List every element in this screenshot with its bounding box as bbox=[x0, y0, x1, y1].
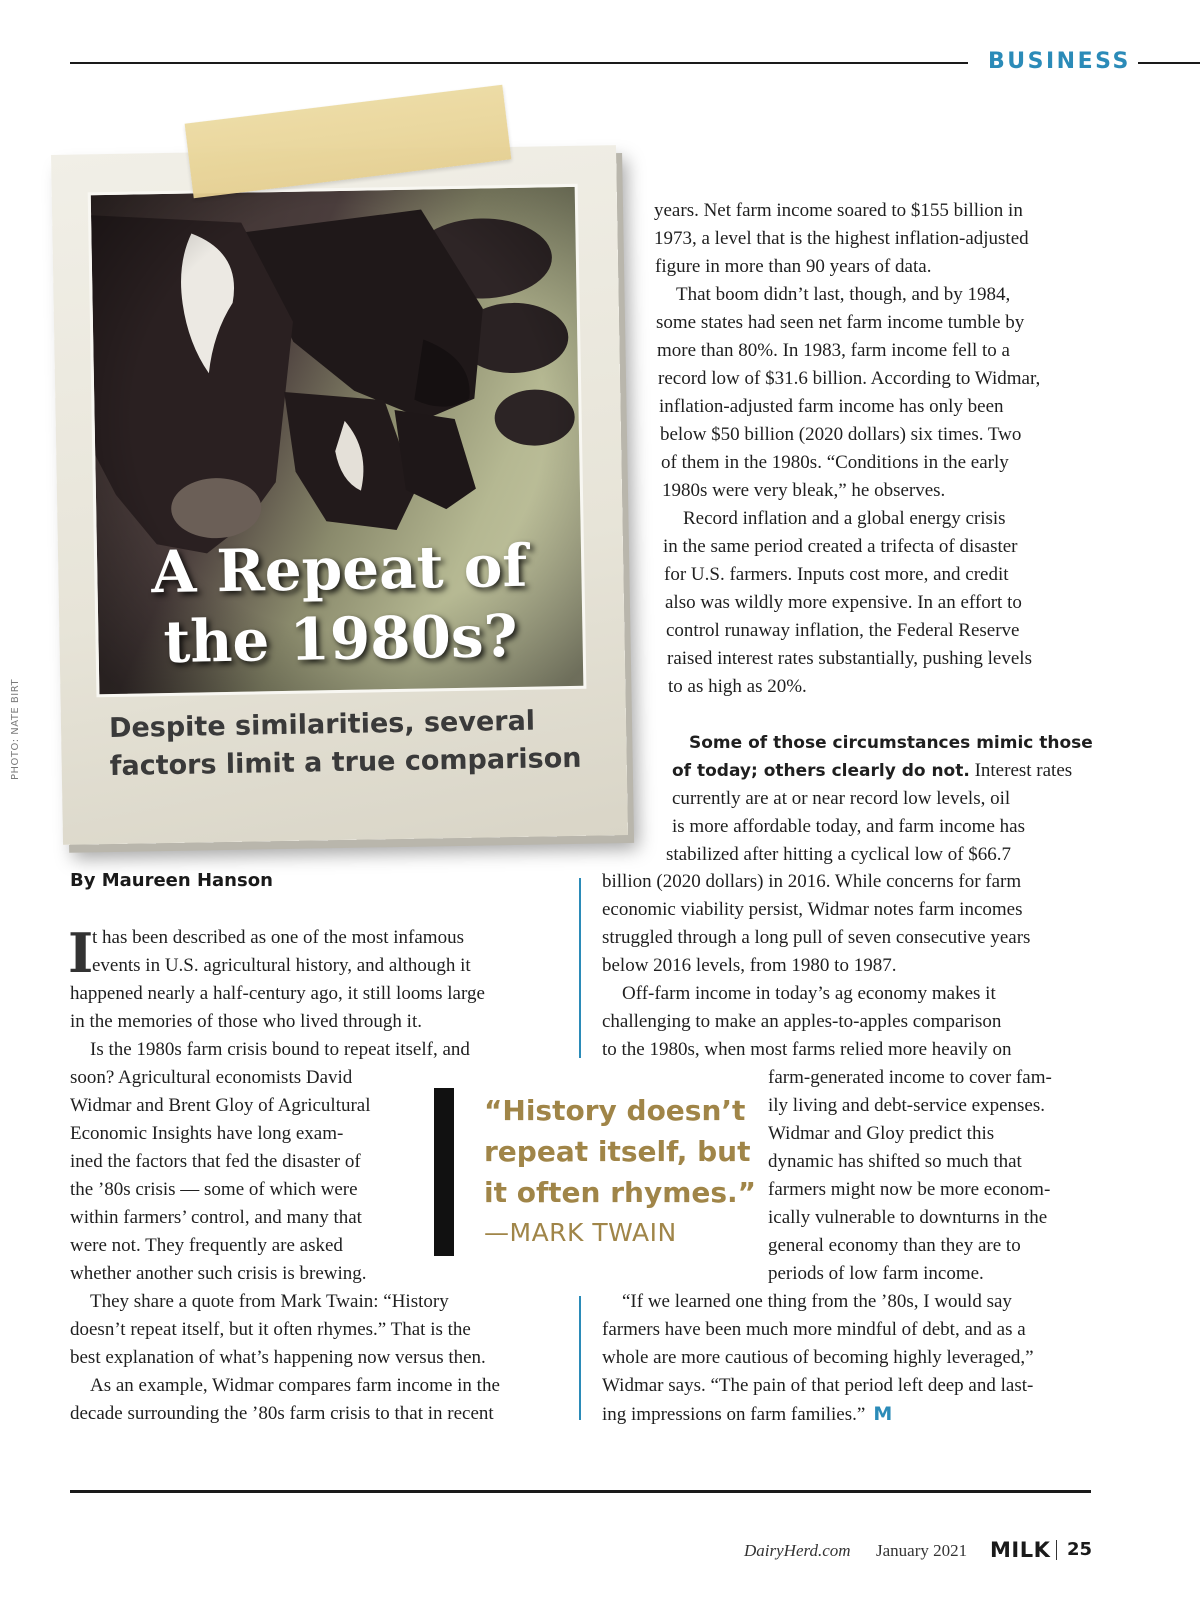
text-line: challenging to make an apples-to-apples comparison bbox=[602, 1011, 1002, 1032]
text-line: farmers have been much more mindful of debt, and as a bbox=[602, 1319, 1026, 1340]
text-line: As an example, Widmar compares farm income in the bbox=[90, 1375, 500, 1396]
text-line: Economic Insights have long exam- bbox=[70, 1123, 344, 1144]
text-line: decade surrounding the ’80s farm crisis to that in recent bbox=[70, 1403, 494, 1424]
header-rule-right bbox=[1138, 62, 1200, 64]
lead-in-bold: Some of those circumstances mimic those bbox=[689, 733, 1093, 753]
header-rule-left bbox=[70, 62, 968, 64]
left-column-opening bbox=[92, 924, 471, 980]
text-line: events in U.S. agricultural history, and although it bbox=[92, 955, 471, 976]
section-label: BUSINESS bbox=[988, 49, 1131, 74]
right-column-body bbox=[602, 868, 1030, 1064]
text-line: 1973, a level that is the highest inflation-adjusted bbox=[654, 228, 1029, 249]
column-rule-bottom bbox=[579, 1296, 581, 1420]
deck-line-1: Despite similarities, several bbox=[108, 705, 536, 745]
text-line: ically vulnerable to downturns in the bbox=[768, 1207, 1048, 1228]
text-line: They share a quote from Mark Twain: “History bbox=[90, 1291, 449, 1312]
right-column-closing bbox=[602, 1288, 1034, 1429]
text-line: general economy than they are to bbox=[768, 1235, 1021, 1256]
text-line: Is the 1980s farm crisis bound to repeat itself, and bbox=[90, 1039, 470, 1060]
magazine-logo: MILK bbox=[990, 1538, 1051, 1562]
text-line: That boom didn’t last, though, and by 1984, bbox=[676, 284, 1011, 305]
text-run: Interest rates bbox=[969, 760, 1073, 781]
headline-line-1: A Repeat of bbox=[150, 531, 528, 607]
text-line: ined the factors that fed the disaster of bbox=[70, 1151, 361, 1172]
text-line: ily living and debt-service expenses. bbox=[768, 1095, 1046, 1116]
footer-site: DairyHerd.com bbox=[744, 1541, 851, 1560]
cows-photo bbox=[88, 184, 587, 697]
text-line: billion (2020 dollars) in 2016. While concerns for farm bbox=[602, 871, 1022, 892]
text-line: record low of $31.6 billion. According to Widmar, bbox=[658, 368, 1041, 389]
text-line: raised interest rates substantially, pushing levels bbox=[667, 648, 1032, 669]
pull-quote-bar bbox=[434, 1088, 454, 1256]
text-line bbox=[672, 760, 1072, 782]
end-mark-icon: M bbox=[873, 1403, 893, 1425]
text-line bbox=[602, 1400, 1034, 1429]
text-line: stabilized after hitting a cyclical low of $66.7 bbox=[666, 844, 1012, 865]
headline-line-2: the 1980s? bbox=[162, 601, 519, 677]
text-line: also was wildly more expensive. In an effort to bbox=[665, 592, 1022, 613]
text-line: of them in the 1980s. “Conditions in the early bbox=[661, 452, 1009, 473]
text-line: inflation-adjusted farm income has only been bbox=[659, 396, 1004, 417]
text-line: in the same period created a trifecta of disaster bbox=[663, 536, 1018, 557]
text-line: t has been described as one of the most infamous bbox=[92, 927, 464, 948]
text-line: “If we learned one thing from the ’80s, I would say bbox=[622, 1291, 1012, 1312]
text-line: struggled through a long pull of seven consecutive years bbox=[602, 927, 1031, 948]
text-line: some states had seen net farm income tumble by bbox=[656, 312, 1025, 333]
deck-line-2: factors limit a true comparison bbox=[109, 742, 582, 783]
text-line: Off-farm income in today’s ag economy makes it bbox=[622, 983, 996, 1004]
text-line: below 2016 levels, from 1980 to 1987. bbox=[602, 955, 897, 976]
footer-date: January 2021 bbox=[876, 1541, 968, 1560]
text-line: Record inflation and a global energy crisis bbox=[683, 508, 1006, 529]
text-line-bold bbox=[689, 732, 1093, 754]
text-line: best explanation of what’s happening now versus then. bbox=[70, 1347, 486, 1368]
text-line: soon? Agricultural economists David bbox=[70, 1067, 353, 1088]
text-run: ing impressions on farm families.” bbox=[602, 1404, 866, 1425]
text-line: doesn’t repeat itself, but it often rhymes.” That is the bbox=[70, 1319, 471, 1340]
text-line: farmers might now be more econom- bbox=[768, 1179, 1051, 1200]
text-line: dynamic has shifted so much that bbox=[768, 1151, 1022, 1172]
text-line: below $50 billion (2020 dollars) six times. Two bbox=[660, 424, 1022, 445]
text-line: Widmar and Brent Gloy of Agricultural bbox=[70, 1095, 371, 1116]
pull-quote-attribution: —MARK TWAIN bbox=[484, 1218, 677, 1247]
text-line: farm-generated income to cover fam- bbox=[768, 1067, 1052, 1088]
footer-rule bbox=[70, 1490, 1091, 1493]
photo-credit: PHOTO: NATE BIRT bbox=[10, 678, 21, 780]
pull-quote-line: “History doesn’t bbox=[484, 1094, 746, 1127]
pull-quote bbox=[484, 1090, 756, 1213]
photo-card bbox=[51, 145, 628, 845]
pull-quote-line: it often rhymes.” bbox=[484, 1176, 757, 1209]
column-rule-top bbox=[579, 878, 581, 1058]
text-line: happened nearly a half-century ago, it still looms large bbox=[70, 983, 485, 1004]
text-line: economic viability persist, Widmar notes farm incomes bbox=[602, 899, 1023, 920]
text-line: in the memories of those who lived through it. bbox=[70, 1011, 422, 1032]
text-line: Widmar says. “The pain of that period left deep and last- bbox=[602, 1375, 1034, 1396]
text-line: years. Net farm income soared to $155 billion in bbox=[654, 200, 1023, 221]
text-line: 1980s were very bleak,” he observes. bbox=[662, 480, 946, 501]
text-line: more than 80%. In 1983, farm income fell to a bbox=[657, 340, 1010, 361]
deck-subtitle bbox=[109, 701, 610, 786]
drop-cap: I bbox=[68, 921, 94, 985]
footer-separator bbox=[1056, 1540, 1057, 1560]
text-line: were not. They frequently are asked bbox=[70, 1235, 343, 1256]
text-line: within farmers’ control, and many that bbox=[70, 1207, 362, 1228]
page-number: 25 bbox=[1067, 1539, 1093, 1560]
text-line: control runaway inflation, the Federal Reserve bbox=[666, 620, 1020, 641]
text-line: Widmar and Gloy predict this bbox=[768, 1123, 995, 1144]
text-line: whole are more cautious of becoming highly leveraged,” bbox=[602, 1347, 1034, 1368]
text-line: figure in more than 90 years of data. bbox=[655, 256, 932, 277]
byline: By Maureen Hanson bbox=[70, 870, 273, 891]
lead-in-bold: of today; others clearly do not. bbox=[672, 761, 970, 781]
text-line: whether another such crisis is brewing. bbox=[70, 1263, 367, 1284]
text-line: for U.S. farmers. Inputs cost more, and credit bbox=[664, 564, 1009, 585]
text-line: to as high as 20%. bbox=[668, 676, 807, 697]
right-column-wrap bbox=[768, 1064, 1052, 1288]
text-line: to the 1980s, when most farms relied more heavily on bbox=[602, 1039, 1012, 1060]
text-line: the ’80s crisis — some of which were bbox=[70, 1179, 358, 1200]
text-line: periods of low farm income. bbox=[768, 1263, 984, 1284]
text-line: currently are at or near record low levels, oil bbox=[672, 788, 1011, 809]
text-line: is more affordable today, and farm income has bbox=[672, 816, 1025, 837]
pull-quote-line: repeat itself, but bbox=[484, 1135, 751, 1168]
